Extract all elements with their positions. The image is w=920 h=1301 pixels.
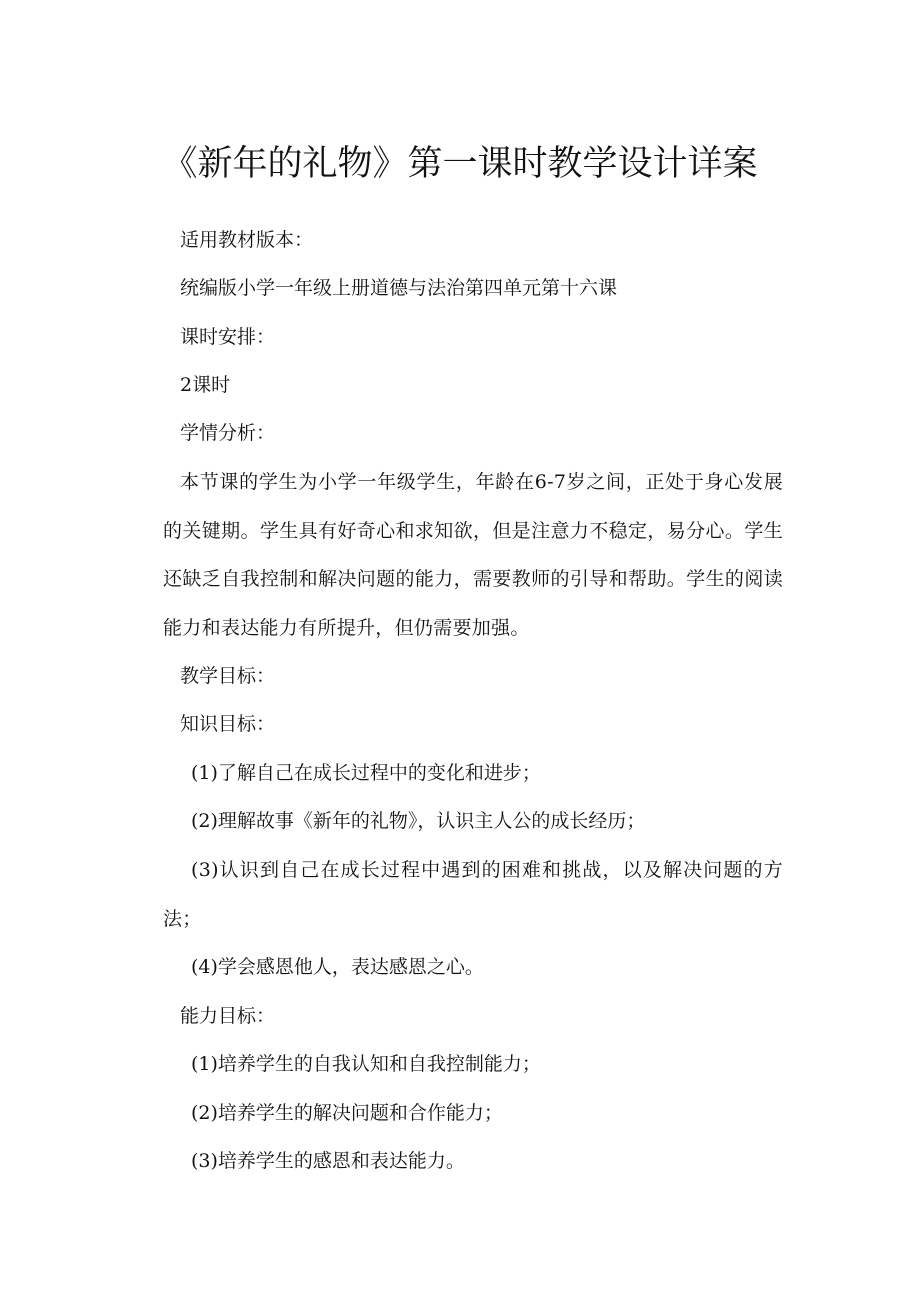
ability-item-1: (1)培养学生的自我认知和自我控制能力； [191, 1053, 541, 1075]
analysis-label: 学情分析： [180, 422, 276, 444]
material-value: 统编版小学一年级上册道德与法治第四单元第十六课 [180, 277, 618, 299]
knowledge-item-3: (3)认识到自己在成长过程中遇到的困难和挑战，以及解决问题的方法； [163, 859, 783, 930]
knowledge-item-1: (1)了解自己在成长过程中的变化和进步； [191, 762, 541, 784]
schedule-label: 课时安排： [180, 326, 276, 348]
knowledge-item-4: (4)学会感恩他人，表达感恩之心。 [191, 956, 484, 978]
knowledge-item-2: (2)理解故事《新年的礼物》，认识主人公的成长经历； [191, 810, 646, 832]
ability-item-3: (3)培养学生的感恩和表达能力。 [191, 1150, 465, 1172]
goals-label: 教学目标： [180, 665, 276, 687]
ability-item-2: (2)培养学生的解决问题和合作能力； [191, 1102, 503, 1124]
schedule-value: 2课时 [180, 374, 231, 396]
knowledge-label: 知识目标： [180, 713, 276, 735]
document-title: 《新年的礼物》第一课时教学设计详案 [162, 144, 758, 184]
material-label: 适用教材版本： [180, 229, 314, 251]
analysis-paragraph: 本节课的学生为小学一年级学生，年龄在6-7岁之间，正处于身心发展的关键期。学生具有好奇心和求知欲，但是注意力不稳定，易分心。学生还缺乏自我控制和解决问题的能力，需要教师的引导和帮助。学生的阅读能力和表达能力有所提升，但仍需要加强。 [163, 471, 783, 639]
ability-label: 能力目标： [180, 1005, 276, 1027]
